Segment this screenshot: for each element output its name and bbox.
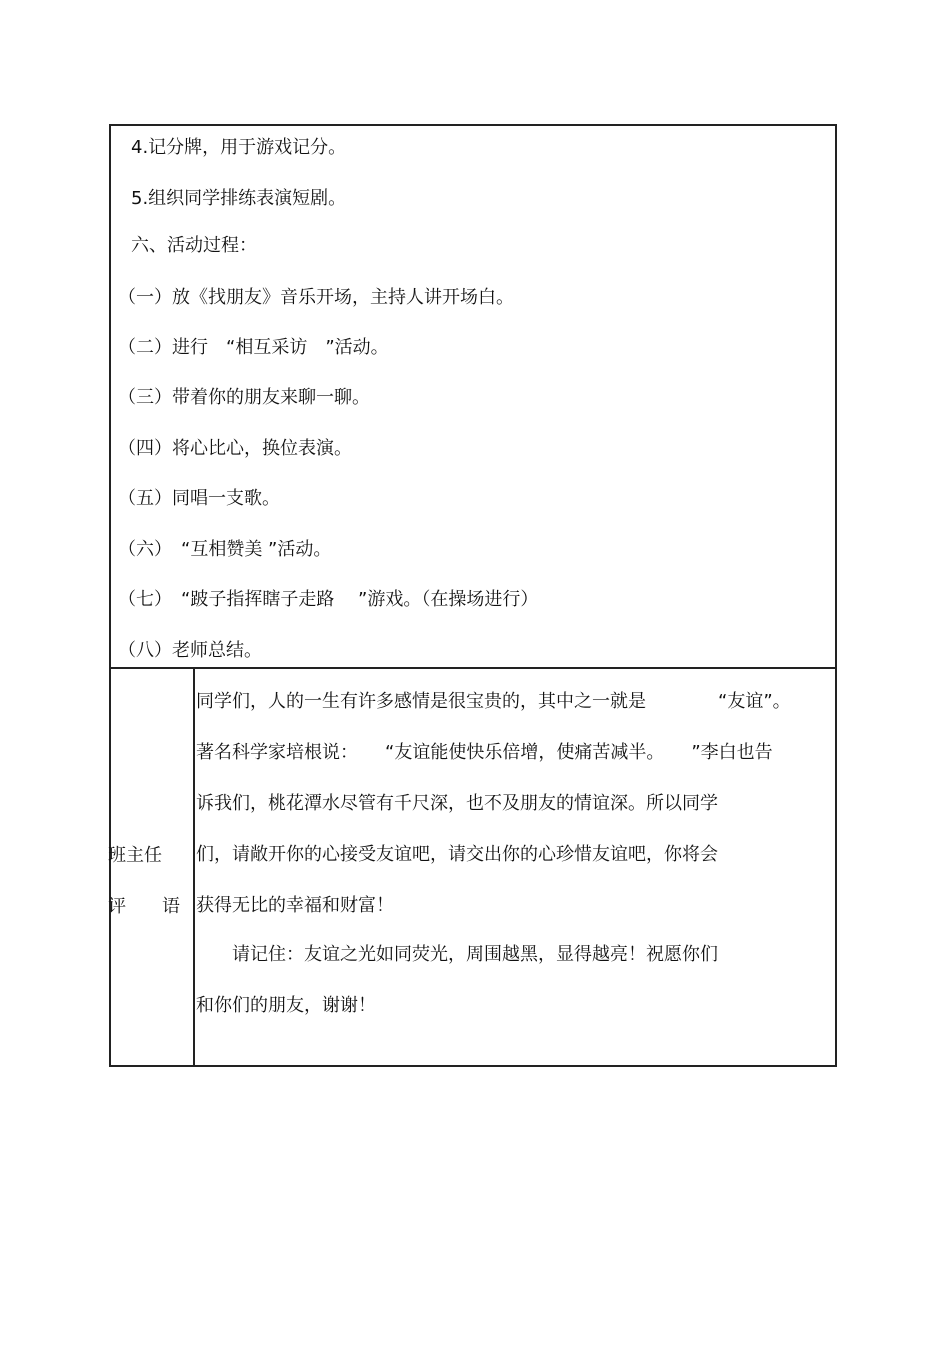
item-rehearsal: 5.组织同学排练表演短剧。 — [131, 188, 347, 209]
step-2: （二）进行 “相互采访 ”活动。 — [118, 337, 389, 358]
step-5: （五）同唱一支歌。 — [118, 488, 280, 509]
comment-line: 诉我们，桃花潭水尽管有千尺深，也不及朋友的情谊深。所以同学 — [196, 793, 718, 814]
section-heading-process: 六、活动过程： — [131, 235, 257, 256]
label-comment: 评 语 — [108, 896, 180, 917]
comment-line: 和你们的朋友，谢谢！ — [196, 995, 376, 1016]
step-4: （四）将心比心，换位表演。 — [118, 438, 352, 459]
comment-line: 获得无比的幸福和财富！ — [196, 895, 394, 916]
label-column-divider — [193, 667, 195, 1067]
comment-line: 们，请敞开你的心接受友谊吧，请交出你的心珍惜友谊吧，你将会 — [196, 844, 718, 865]
section-divider — [109, 667, 837, 669]
step-8: （八）老师总结。 — [118, 640, 262, 661]
comment-line: 同学们，人的一生有许多感情是很宝贵的，其中之一就是 “友谊”。 — [196, 691, 791, 712]
label-teacher: 班主任 — [108, 845, 162, 866]
comment-line: 请记住：友谊之光如同荧光，周围越黑，显得越亮！祝愿你们 — [196, 944, 718, 965]
step-1: （一）放《找朋友》音乐开场，主持人讲开场白。 — [118, 287, 514, 308]
step-7: （七） “跛子指挥瞎子走路 ”游戏。（在操场进行） — [118, 589, 539, 610]
comment-line: 著名科学家培根说： “友谊能使快乐倍增，使痛苦减半。 ”李白也告 — [196, 742, 773, 763]
item-scoreboard: 4.记分牌，用于游戏记分。 — [131, 137, 347, 158]
step-3: （三）带着你的朋友来聊一聊。 — [118, 387, 370, 408]
step-6: （六） “互相赞美 ”活动。 — [118, 539, 332, 560]
